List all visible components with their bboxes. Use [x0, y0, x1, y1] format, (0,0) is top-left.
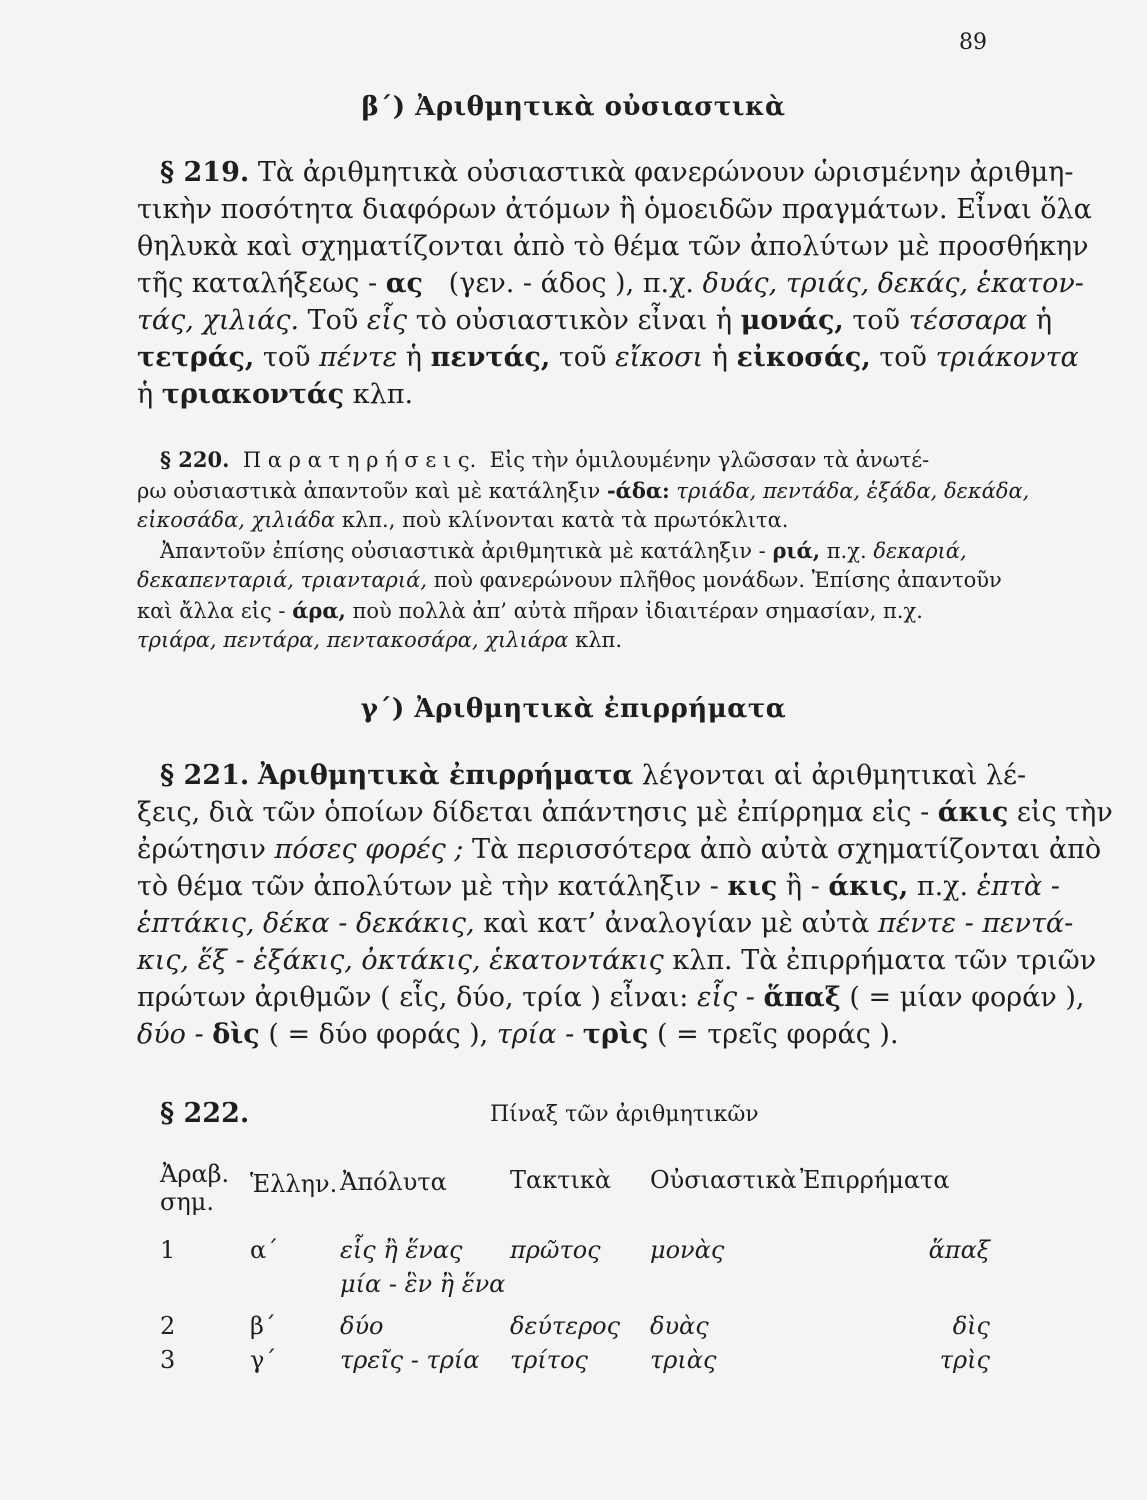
line — [137, 598, 997, 623]
text: δυάς, τριάς, δεκάς, ἑκατον- — [702, 268, 1084, 299]
text: Π α ρ α τ η ρ ή σ ε ι ς. — [242, 448, 477, 472]
line — [137, 478, 1030, 503]
line — [160, 538, 997, 563]
text: ἡ — [137, 379, 154, 410]
text: ξεις, διὰ τῶν ὁποίων δίδεται ἀπάντησις μὲ ἐπίρρημα εἰς - — [137, 797, 930, 828]
cell-arabic: 3 — [160, 1346, 176, 1374]
header-ordinal: Τακτικὰ — [510, 1166, 612, 1194]
line — [137, 231, 1089, 262]
text: Τὰ περισσότερα ἀπὸ αὐτὰ σχηματίζονται ἀπὸ — [472, 834, 1102, 865]
header-adverbs: Ἐπιρρήματα — [800, 1166, 950, 1194]
text: πέντε — [319, 342, 398, 373]
text: τοῦ — [852, 305, 900, 336]
header-greek: Ἑλλην. — [250, 1170, 338, 1198]
text: ποὺ φανερώνουν πλῆθος μονάδων. Ἐπίσης ἀπαντοῦν — [433, 568, 1002, 592]
text: θηλυκὰ καὶ σχηματίζονται ἀπὸ τὸ θέμα τῶν ἀπολύτων μὲ προσθήκην — [137, 231, 1089, 262]
cell-adverb: δὶς — [952, 1312, 990, 1340]
line — [137, 871, 1060, 902]
text: ας — [385, 268, 423, 299]
text: καὶ κατ’ ἀναλογίαν μὲ αὐτὰ — [483, 908, 870, 939]
text: ἡ — [405, 342, 422, 373]
section-number: § 221. — [160, 760, 250, 791]
text: κλπ. — [575, 628, 623, 652]
cell-noun: μονὰς — [650, 1236, 725, 1264]
text: Τοῦ — [307, 305, 359, 336]
text: Τὰ ἀριθμητικὰ οὐσιαστικὰ φανερώνουν ὡρισμένην ἀριθμη- — [257, 157, 1074, 188]
cell-noun — [650, 1270, 800, 1306]
table-row — [160, 1306, 990, 1344]
text: κλπ., ποὺ κλίνονται κατὰ τὰ πρωτόκλιτα. — [341, 508, 789, 532]
cell-cardinal: δύο — [340, 1312, 384, 1340]
text: τοῦ — [879, 342, 927, 373]
line — [160, 760, 1027, 791]
text: ἑπτάκις, δέκα - δεκάκις, — [137, 908, 475, 939]
section-b-heading: β΄) Ἀριθμητικὰ οὐσιαστικὰ — [361, 92, 786, 122]
line — [137, 568, 1002, 592]
text: ρω οὐσιαστικὰ ἀπαντοῦν καὶ μὲ κατάληξιν — [137, 479, 601, 503]
table-row — [160, 1344, 990, 1380]
text: ἐρώτησιν — [137, 834, 266, 865]
text: τρία - — [496, 1019, 575, 1050]
text: άκις, — [828, 871, 909, 902]
line — [160, 447, 997, 472]
cell-cardinal: εἷς ἢ ἕνας — [340, 1236, 463, 1264]
text: μονάς, — [740, 305, 844, 336]
cell-ordinal — [510, 1270, 650, 1306]
cell-arabic — [160, 1270, 250, 1306]
text: κλπ. Τὰ ἐπιρρήματα τῶν τριῶν — [672, 945, 1097, 976]
section-222-number — [160, 1098, 460, 1129]
text: ριά, — [772, 538, 821, 563]
line — [137, 194, 1092, 225]
cell-greek: γ΄ — [250, 1346, 277, 1374]
text: π.χ. — [916, 871, 969, 902]
text: δεκαπενταριά, τριανταριά, — [137, 568, 427, 592]
text: τικὴν ποσότητα διαφόρων ἀτόμων ἢ ὁμοειδῶν πραγμάτων. Εἶναι ὅλα — [137, 194, 1092, 225]
line — [137, 268, 1084, 299]
text: εἰκοσάδα, χιλιάδα — [137, 508, 336, 532]
line — [137, 908, 1074, 939]
line — [137, 982, 1085, 1013]
section-number: § 222. — [160, 1098, 250, 1129]
numerals-table — [160, 1160, 990, 1380]
text: ἑπτὰ - — [976, 871, 1060, 902]
text: εἰς τὴν — [1016, 797, 1113, 828]
cell-greek — [250, 1270, 340, 1306]
text: τοῦ — [558, 342, 607, 373]
header-nouns: Οὐσιαστικὰ — [650, 1166, 797, 1194]
cell-noun: δυὰς — [650, 1312, 709, 1340]
text: ἅπαξ — [763, 982, 841, 1013]
text: π.χ. — [826, 539, 867, 563]
text: ( = μίαν φοράν ), — [849, 982, 1085, 1013]
cell-adverb — [800, 1270, 990, 1306]
text: ἡ — [711, 342, 728, 373]
table-row — [160, 1270, 990, 1306]
text: δὶς — [212, 1019, 260, 1050]
cell-cardinal: τρεῖς - τρία — [340, 1346, 480, 1374]
text: άρα, — [292, 598, 346, 623]
table-title: Πίναξ τῶν ἀριθμητικῶν — [490, 1102, 759, 1127]
table-header-row — [160, 1160, 990, 1216]
text: πέντε - πεντά- — [877, 908, 1074, 939]
cell-noun: τριὰς — [650, 1346, 717, 1374]
text: τριάδα, πεντάδα, ἑξάδα, δεκάδα, — [676, 479, 1030, 503]
text: πόσες φορές ; — [274, 834, 464, 865]
line — [137, 508, 997, 532]
text: τριάρα, πεντάρα, πεντακοσάρα, χιλιάρα — [137, 628, 569, 652]
text: τριάκοντα — [935, 342, 1079, 373]
text: καὶ ἄλλα εἰς - — [137, 599, 286, 623]
line — [160, 157, 1074, 188]
text: εἷς - — [696, 982, 755, 1013]
line — [137, 834, 1102, 865]
line — [137, 628, 997, 652]
text: τρὶς — [582, 1019, 649, 1050]
text: ἢ - — [785, 871, 820, 902]
cell-adverb: τρὶς — [939, 1346, 990, 1374]
text: κις — [727, 871, 778, 902]
text: Ἀπαντοῦν ἐπίσης οὐσιαστικὰ ἀριθμητικὰ μὲ κατάληξιν - — [160, 539, 766, 563]
text: δεκαριά, — [873, 539, 967, 563]
table-row — [160, 1216, 990, 1270]
page-number: 89 — [959, 30, 987, 55]
line — [137, 945, 1097, 976]
text: ποὺ πολλὰ ἀπ’ αὐτὰ πῆραν ἰδιαιτέραν σημασίαν, π.χ. — [352, 599, 923, 623]
cell-arabic: 1 — [160, 1236, 176, 1264]
cell-greek: α΄ — [250, 1236, 279, 1264]
text: τριακοντάς — [161, 379, 345, 410]
line — [137, 1019, 997, 1050]
text: τοῦ — [262, 342, 311, 373]
text: τὸ οὐσιαστικὸν εἶναι ἡ — [415, 305, 733, 336]
text: εἷς — [366, 305, 408, 336]
cell-adverb: ἅπαξ — [928, 1236, 990, 1264]
text: Εἰς τὴν ὁμιλουμένην γλῶσσαν τὰ ἀνωτέ- — [489, 448, 930, 472]
cell-ordinal: δεύτερος — [510, 1312, 621, 1340]
text: εἴκοσι — [615, 342, 704, 373]
text: πρώτων ἀριθμῶν ( εἷς, δύο, τρία ) εἶναι: — [137, 982, 689, 1013]
line — [137, 342, 1079, 373]
line — [137, 797, 1113, 828]
text: τέσσαρα — [908, 305, 1028, 336]
text: ( = δύο φοράς ), — [268, 1019, 489, 1050]
text: τετράς, — [137, 342, 255, 373]
text: κις, ἕξ - ἑξάκις, ὀκτάκις, ἑκατοντάκις — [137, 945, 664, 976]
cell-arabic: 2 — [160, 1312, 176, 1340]
cell-ordinal: πρῶτος — [510, 1236, 601, 1264]
text: ἡ — [1035, 305, 1052, 336]
text: (γεν. - άδος ), π.χ. — [448, 268, 695, 299]
text: λέγονται αἱ ἀριθμητικαὶ λέ- — [641, 760, 1027, 791]
text: τὸ θέμα τῶν ἀπολύτων μὲ τὴν κατάληξιν - — [137, 871, 719, 902]
text: -άδα: — [606, 478, 670, 503]
text: εἰκοσάς, — [736, 342, 871, 373]
section-number: § 219. — [160, 157, 250, 188]
header-cardinal: Ἀπόλυτα — [340, 1168, 447, 1196]
cell-cardinal: μία - ἓν ἢ ἕνα — [340, 1270, 506, 1298]
text: κλπ. — [352, 379, 414, 410]
text: Ἀριθμητικὰ ἐπιρρήματα — [257, 760, 634, 791]
text: ( = τρεῖς φοράς ). — [657, 1019, 899, 1050]
text: τῆς καταλήξεως - — [137, 268, 378, 299]
text: πεντάς, — [430, 342, 551, 373]
header-arabic: Ἀραβ. σημ. — [160, 1160, 230, 1216]
line — [137, 379, 997, 410]
cell-ordinal: τρίτος — [510, 1346, 588, 1374]
cell-greek: β΄ — [250, 1312, 276, 1340]
line — [137, 305, 1052, 336]
text: τάς, χιλιάς. — [137, 305, 300, 336]
section-number: § 220. — [160, 447, 230, 472]
section-c-heading: γ΄) Ἀριθμητικὰ ἐπιρρήματα — [360, 694, 787, 724]
text: άκις — [937, 797, 1009, 828]
text: δύο - — [137, 1019, 204, 1050]
